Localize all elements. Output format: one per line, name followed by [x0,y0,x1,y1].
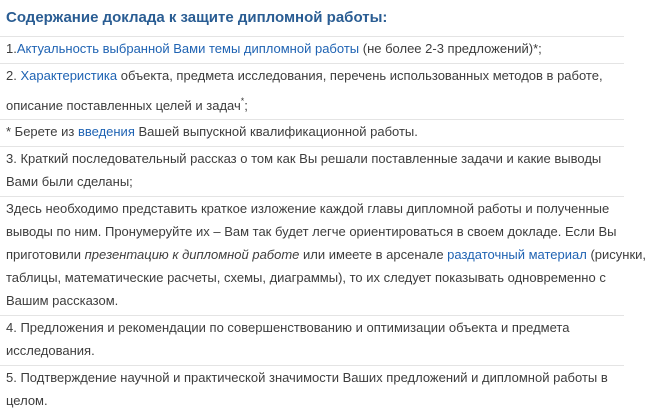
para-line-3-b: или имеете в арсенале [299,247,448,262]
item-2-line-2 [6,94,248,119]
item-3-line-1: 3. Краткий последовательный рассказ о том как Вы решали поставленные задачи и какие выводы [6,151,602,166]
para-line-4: таблицы, математические расчеты, схемы, диаграммы), то их следует показывать одновременно с [6,270,606,285]
item-2-prefix: 2. [6,68,21,83]
footnote-prefix: * Берете из [6,124,78,139]
item-2-line-2-text: описание поставленных целей и задач [6,98,241,113]
link-relevance[interactable]: Актуальность выбранной Вами темы дипломной работы [16,41,360,56]
item-2-line-2-end: ; [244,98,248,113]
item-3-line-2: Вами были сделаны; [6,174,133,189]
footnote-suffix: Вашей выпускной квалификационной работы. [134,124,418,139]
item-2-line-1 [6,64,603,87]
footnote-mark: * [240,96,245,106]
item-1-prefix: 1. [6,41,17,56]
section-heading: Содержание доклада к защите дипломной работы: [6,9,388,26]
link-introduction[interactable]: введения [77,124,135,139]
link-handout[interactable]: раздаточный материал [447,247,587,262]
item-5-line-1: 5. Подтверждение научной и практической значимости Ваших предложений и дипломной работы в [6,370,608,385]
footnote [6,120,418,143]
para-line-5: Вашим рассказом. [6,293,119,308]
item-1 [6,37,542,60]
para-line-2: выводы по ним. Пронумеруйте их – Вам так будет легче ориентироваться в своем докладе. Если Вы [6,224,617,239]
link-characteristic[interactable]: Характеристика [20,68,118,83]
para-line-1: Здесь необходимо представить краткое изложение каждой главы дипломной работы и полученные [6,201,610,216]
item-5-line-2: целом. [6,393,48,408]
para-line-3-c: (рисунки, [586,247,646,262]
para-line-3 [6,243,646,266]
presentation-emphasis: презентацию к дипломной работе [84,247,300,262]
item-1-suffix: (не более 2-3 предложений)*; [359,41,542,56]
item-2-text: объекта, предмета исследования, перечень использованных методов в работе, [117,68,603,83]
item-4-line-2: исследования. [6,343,95,358]
item-4-line-1: 4. Предложения и рекомендации по совершенствованию и оптимизации объекта и предмета [6,320,570,335]
para-line-3-a: приготовили [6,247,85,262]
